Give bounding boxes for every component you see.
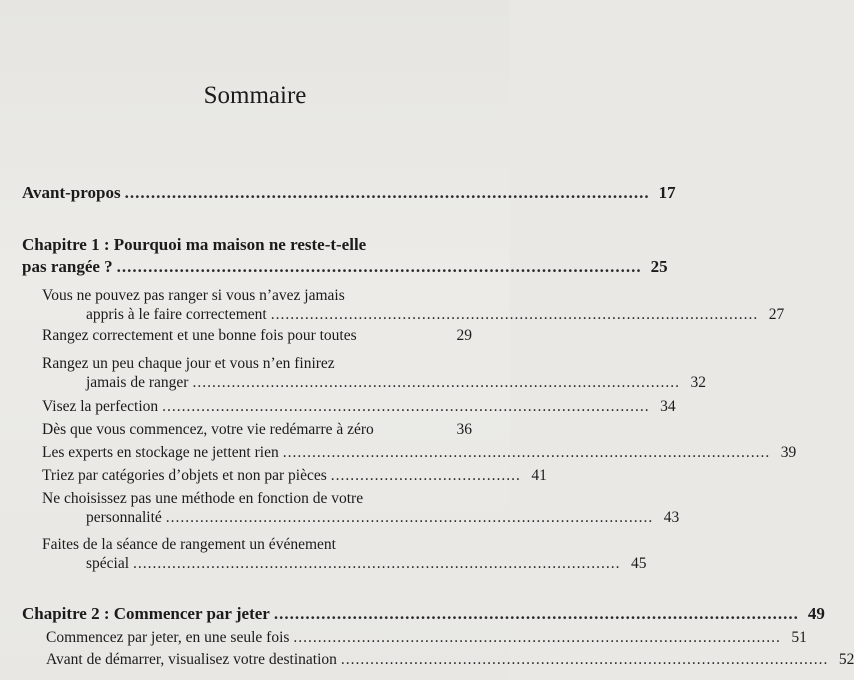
toc-entry-chapitre-1 (22, 234, 668, 278)
toc-entry (42, 286, 785, 324)
toc-entry-label: pas rangée ? (22, 257, 113, 276)
toc-entry-label: personnalité (86, 509, 162, 526)
page-title: Sommaire (203, 82, 307, 109)
toc-entry-page: 25 (650, 257, 668, 276)
toc-entry-label-line1: Rangez un peu chaque jour et vous n’en finirez (42, 355, 335, 372)
toc-entry-page: 41 (531, 467, 547, 484)
toc-entry-label: appris à le faire correctement (86, 306, 267, 323)
toc-entry-label: Dès que vous commencez, votre vie redémarre à zéro (42, 421, 374, 438)
toc-entry-label: Rangez correctement et une bonne fois pour toutes (42, 327, 357, 344)
toc-entry (46, 628, 807, 647)
dot-leader: .................................................................................................... (116, 257, 642, 276)
toc-entry-label: Avant de démarrer, visualisez votre destination (46, 651, 337, 668)
toc-entry-label-line1: Chapitre 1 : Pourquoi ma maison ne reste-t-elle (22, 235, 367, 254)
toc-entry-chapitre-2 (22, 603, 825, 625)
dot-leader: .................................................................................................... (162, 398, 650, 415)
toc-entry-label: Les experts en stockage ne jettent rien (42, 444, 279, 461)
toc-entry-label-line1: Faites de la séance de rangement un événement (42, 536, 336, 553)
toc-entry-avant-propos (22, 182, 676, 204)
toc-entry-page: 51 (791, 629, 807, 646)
toc-entry-label-line1: Ne choisissez pas une méthode en fonction de votre (42, 490, 364, 507)
toc-entry-label: Commencez par jeter, en une seule fois (46, 629, 290, 646)
toc-entry-page: 27 (768, 306, 785, 323)
toc-entry-label: Triez par catégories d’objets et non par pièces (42, 467, 327, 484)
toc-entry-page: 49 (807, 604, 825, 623)
toc-entry (42, 397, 676, 416)
dot-leader: .................................................................................................... (273, 604, 799, 623)
dot-leader: ....................................... (330, 467, 521, 484)
dot-leader: .................................................................................................... (133, 555, 621, 572)
toc-entry (42, 489, 680, 527)
toc-entry (42, 466, 547, 485)
toc-entry-page: 29 (456, 327, 472, 344)
dot-leader: .................................................................................................... (282, 444, 771, 461)
toc-entry-label-line1: Vous ne pouvez pas ranger si vous n’avez jamais (42, 287, 345, 304)
toc-entry-page: 17 (658, 183, 676, 202)
toc-entry-page: 34 (660, 398, 676, 415)
dot-leader: .................................................................................................... (124, 183, 650, 202)
toc-entry-page: 39 (780, 444, 797, 461)
toc-entry (42, 420, 472, 439)
dot-leader: .................................................................................................... (270, 306, 759, 323)
dot-leader: .................................................................................................... (192, 374, 680, 391)
dot-leader: .................................................................................................... (165, 509, 654, 526)
dot-leader: .................................................................................................... (340, 651, 829, 668)
toc-entry-label: jamais de ranger (86, 374, 189, 391)
toc-entry (42, 326, 472, 345)
toc-entry (42, 354, 706, 392)
toc-entry-page: 43 (663, 509, 680, 526)
toc-entry-label: Visez la perfection (42, 398, 159, 415)
toc-entry (46, 650, 854, 669)
toc-entry-label: Avant-propos (22, 183, 121, 202)
toc-entry-page: 36 (456, 421, 472, 438)
toc-entry (42, 535, 647, 573)
toc-entry-page: 45 (631, 555, 647, 572)
dot-leader: .................................................................................................... (293, 629, 781, 646)
toc-entry-page: 32 (690, 374, 706, 391)
toc-entry (42, 443, 797, 462)
toc-entry-page: 52 (838, 651, 854, 668)
toc-entry-label: Chapitre 2 : Commencer par jeter (22, 604, 270, 623)
toc-entry-label: spécial (86, 555, 130, 572)
